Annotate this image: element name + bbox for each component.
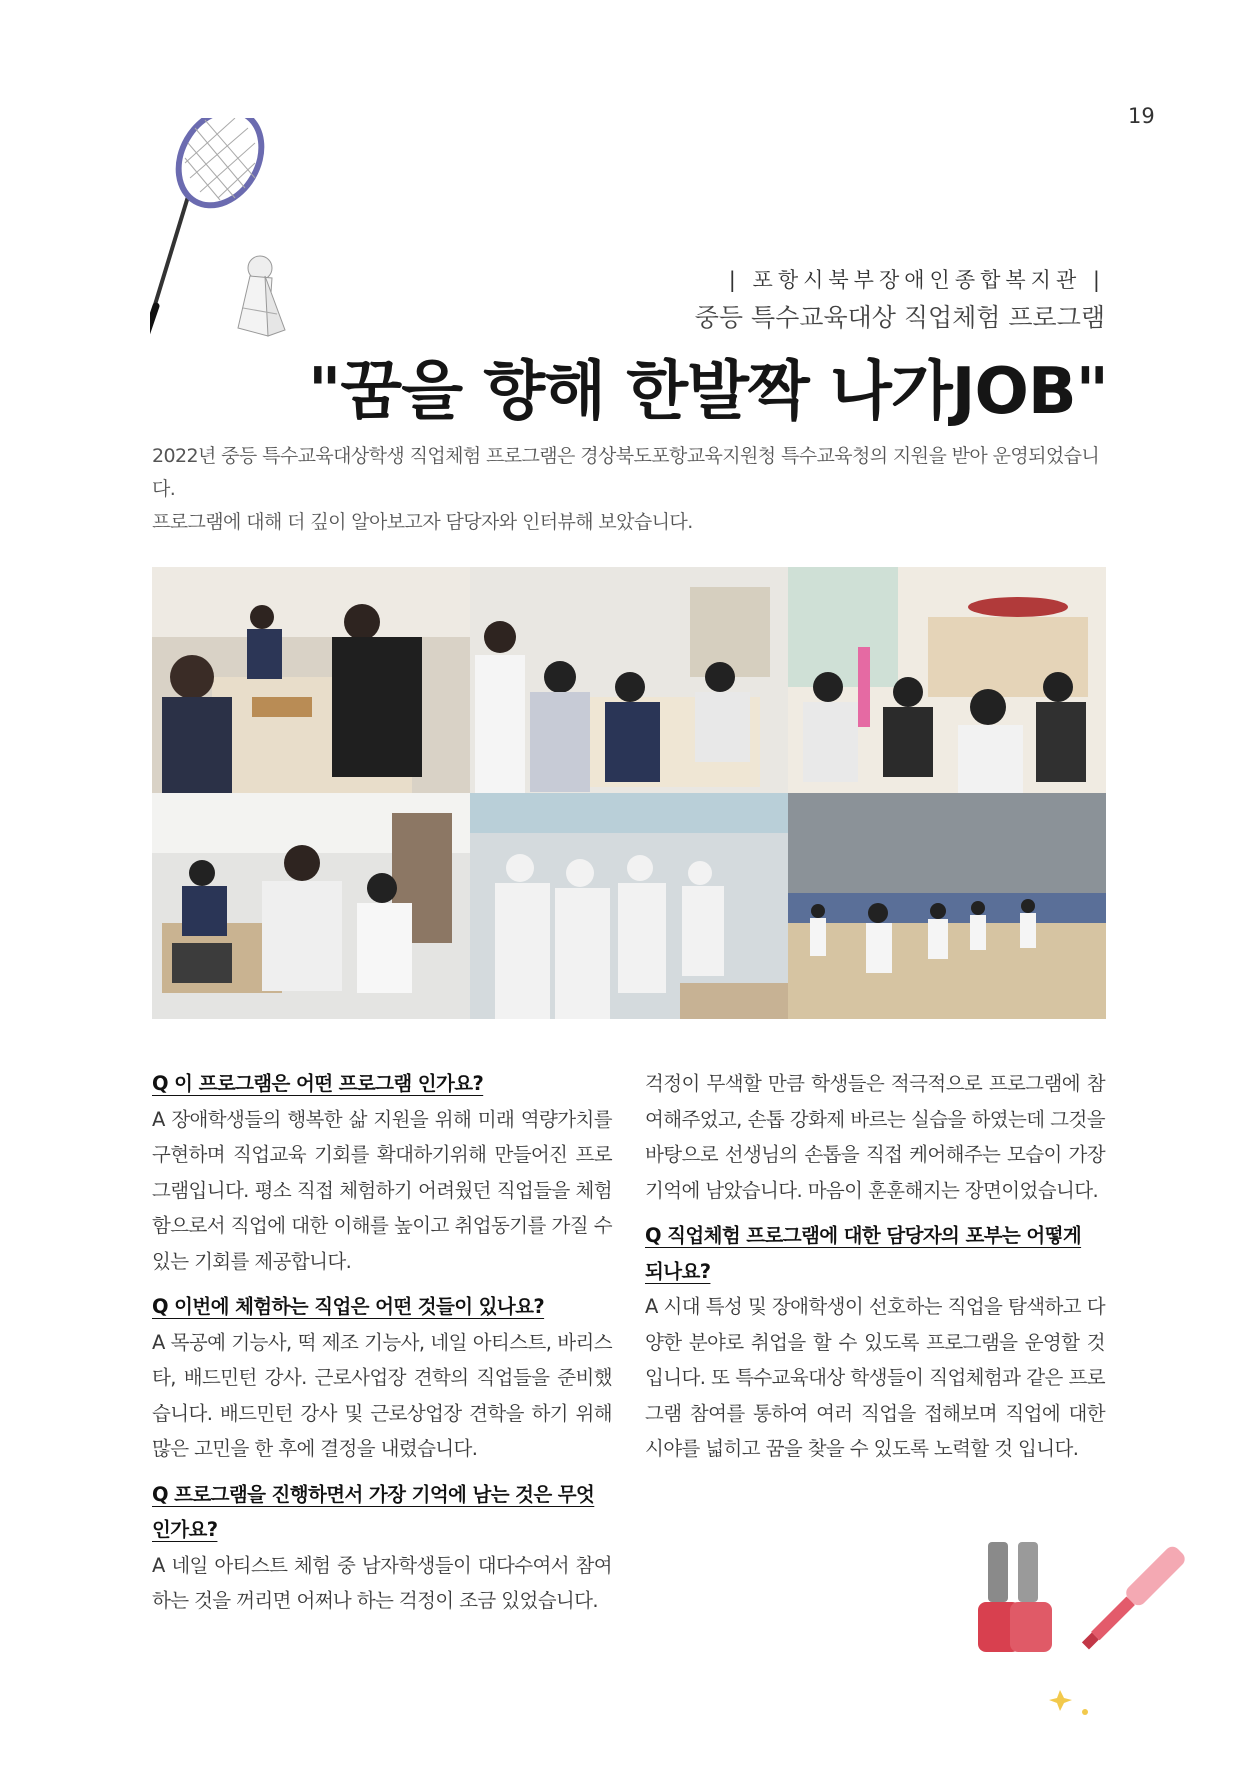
- badminton-racket-icon: [150, 118, 320, 358]
- photo-factory-tour: [470, 793, 788, 1019]
- photo-woodcraft: [152, 567, 470, 793]
- photo-barista: [788, 567, 1106, 793]
- photo-collage: [152, 567, 1106, 1019]
- question-heading: Q 이번에 체험하는 직업은 어떤 것들이 있나요?: [152, 1295, 545, 1318]
- question-heading: Q 직업체험 프로그램에 대한 담당자의 포부는 어떻게 되나요?: [645, 1224, 1082, 1283]
- intro-line: 프로그램에 대해 더 깊이 알아보고자 담당자와 인터뷰해 보았습니다.: [152, 511, 693, 533]
- organization-name: | 포항시북부장애인종합복지관 |: [728, 268, 1105, 292]
- photo-rice-cake: [470, 567, 788, 793]
- answer-text: A 목공예 기능사, 떡 제조 기능사, 네일 아티스트, 바리스타, 배드민턴 강사. 근로사업장 견학의 직업들을 준비했습니다. 배드민턴 강사 및 근로상업장 견학을 하기 위해 많은 고민을 한 후에 결정을 내렸습니다.: [152, 1330, 612, 1460]
- answer-text: A 네일 아티스트 체험 중 남자학생들이 대다수여서 참여하는 것을 꺼리면 어쩌나 하는 걱정이 조금 있었습니다.: [152, 1553, 612, 1612]
- intro-line: 2022년 중등 특수교육대상학생 직업체험 프로그램은 경상북도포항교육지원청 특수교육청의 지원을 받아 운영되었습니다.: [152, 445, 1100, 500]
- interview-column-left: [152, 1066, 612, 1619]
- page-number: 19: [1128, 104, 1155, 128]
- nail-polish-icon: [960, 1540, 1190, 1730]
- shuttlecock-icon: [238, 256, 285, 336]
- program-subtitle: 중등 특수교육대상 직업체험 프로그램: [694, 303, 1105, 332]
- page-title: "꿈을 향해 한발짝 나가JOB": [308, 355, 1108, 429]
- question-heading: Q 이 프로그램은 어떤 프로그램 인가요?: [152, 1072, 484, 1095]
- answer-continuation: 걱정이 무색할 만큼 학생들은 적극적으로 프로그램에 참여해주었고, 손톱 강화제 바르는 실습을 하였는데 그것을 바탕으로 선생님의 손톱을 직접 케어해주는 모습이 가장 기억에 남았습니다. 마음이 훈훈해지는 장면이었습니다.: [645, 1072, 1105, 1202]
- answer-text: A 장애학생들의 행복한 삶 지원을 위해 미래 역량가치를 구현하며 직업교육 기회를 확대하기위해 만들어진 프로그램입니다. 평소 직접 체험하기 어려웠던 직업들을 체험함으로서 직업에 대한 이해를 높이고 취업동기를 가질 수 있는 기회를 제공합니다.: [152, 1107, 612, 1273]
- question-heading: Q 프로그램을 진행하면서 가장 기억에 남는 것은 무엇인가요?: [152, 1482, 595, 1541]
- interview-column-right: [645, 1066, 1105, 1467]
- answer-text: A 시대 특성 및 장애학생이 선호하는 직업을 탐색하고 다양한 분야로 취업을 할 수 있도록 프로그램을 운영할 것입니다. 또 특수교육대상 학생들이 직업체험과 같은 프로그램 참여를 통하여 여러 직업을 접해보며 직업에 대한 시야를 넓히고 꿈을 찾을 수 있도록 노력할 것 입니다.: [645, 1295, 1105, 1460]
- photo-classroom: [152, 793, 470, 1019]
- photo-badminton-gym: [788, 793, 1106, 1019]
- intro-text: [152, 440, 1112, 539]
